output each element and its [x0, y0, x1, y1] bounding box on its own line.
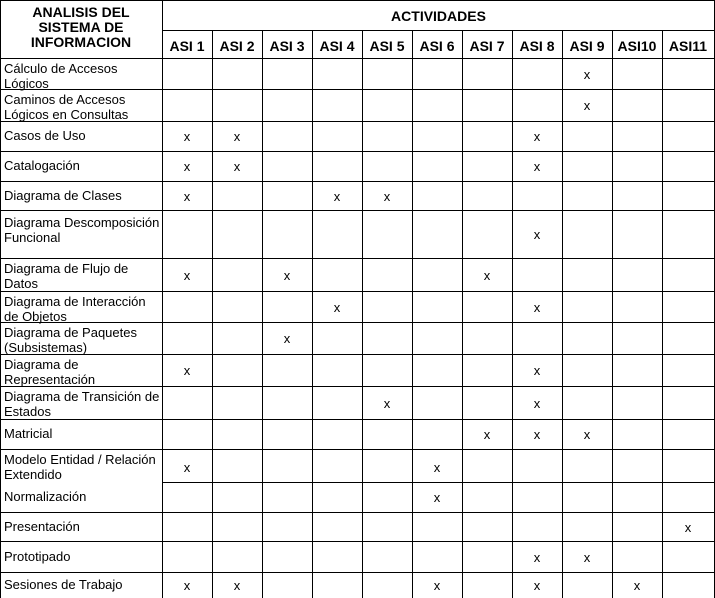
activity-mark: x: [383, 189, 391, 204]
activity-mark: x: [183, 159, 191, 174]
row-label: Caminos de Accesos Lógicos en Consultas: [4, 92, 129, 122]
col-divider: [162, 0, 163, 598]
column-header: ASI 4: [319, 38, 355, 54]
activity-mark: x: [533, 129, 541, 144]
row-label: Diagrama de Paquetes (Subsistemas): [4, 325, 137, 355]
activity-mark: x: [533, 159, 541, 174]
row-label: Catalogación: [4, 158, 80, 173]
activity-mark: x: [283, 331, 291, 346]
activity-mark: x: [533, 427, 541, 442]
activity-mark: x: [333, 300, 341, 315]
row-label: Diagrama Descomposición Funcional: [4, 215, 160, 245]
row-label: Modelo Entidad / Relación Extendido: [4, 452, 156, 482]
activity-mark: x: [183, 189, 191, 204]
row-label: Prototipado: [4, 549, 71, 564]
header-divider: [162, 30, 715, 31]
row-label: Normalización: [4, 489, 87, 504]
row-divider: [0, 291, 715, 292]
header-activities: ACTIVIDADES: [391, 8, 486, 24]
activity-mark: x: [183, 268, 191, 283]
col-divider: [562, 30, 563, 598]
row-label: Diagrama de Flujo de Datos: [4, 261, 129, 291]
activity-mark: x: [533, 578, 541, 593]
column-header: ASI 7: [469, 38, 505, 54]
row-label: Matricial: [4, 426, 53, 441]
row-divider: [0, 512, 715, 513]
row-label: Diagrama de Interacción de Objetos: [4, 294, 146, 324]
row-divider: [162, 482, 715, 483]
row-divider: [0, 151, 715, 152]
col-divider: [262, 30, 263, 598]
activity-mark: x: [233, 129, 241, 144]
activity-mark: x: [533, 396, 541, 411]
row-divider: [0, 572, 715, 573]
row-label: Diagrama de Transición de Estados: [4, 389, 160, 419]
header-title-line1: ANALISIS DEL: [32, 4, 130, 20]
activity-mark: x: [533, 550, 541, 565]
activity-mark: x: [183, 578, 191, 593]
activity-mark: x: [183, 129, 191, 144]
activity-mark: x: [583, 550, 591, 565]
activity-mark: x: [233, 159, 241, 174]
activity-mark: x: [583, 67, 591, 82]
row-divider: [0, 541, 715, 542]
column-header: ASI 3: [269, 38, 305, 54]
activity-mark: x: [383, 396, 391, 411]
col-divider: [362, 30, 363, 598]
header-title: [0, 5, 162, 50]
activity-mark: x: [483, 268, 491, 283]
row-divider: [0, 181, 715, 182]
activity-mark: x: [684, 520, 692, 535]
column-header: ASI 9: [569, 38, 605, 54]
column-header: ASI 8: [519, 38, 555, 54]
row-label: Diagrama de Clases: [4, 188, 122, 203]
activity-mark: x: [633, 578, 641, 593]
border-top: [0, 0, 715, 1]
activity-mark: x: [433, 490, 441, 505]
row-label: Presentación: [4, 519, 80, 534]
col-divider: [212, 30, 213, 598]
row-divider: [0, 258, 715, 259]
col-divider: [612, 30, 613, 598]
row-divider: [0, 449, 715, 450]
col-divider: [462, 30, 463, 598]
column-header: ASI 2: [219, 38, 255, 54]
activity-mark: x: [433, 578, 441, 593]
col-divider: [662, 30, 663, 598]
row-label: Diagrama de Representación: [4, 357, 96, 387]
activity-mark: x: [333, 189, 341, 204]
activity-mark: x: [533, 300, 541, 315]
header-title-line2: SISTEMA DE: [38, 19, 124, 35]
header-title-line3: INFORMACION: [30, 34, 132, 50]
activity-mark: x: [483, 427, 491, 442]
row-divider: [0, 419, 715, 420]
column-header: ASI 1: [169, 38, 205, 54]
activity-mark: x: [433, 460, 441, 475]
activity-mark: x: [183, 460, 191, 475]
activity-mark: x: [283, 268, 291, 283]
row-label: Sesiones de Trabajo: [4, 577, 123, 592]
activity-mark: x: [533, 227, 541, 242]
activity-mark: x: [183, 363, 191, 378]
row-label: Cálculo de Accesos Lógicos: [4, 61, 118, 91]
activity-mark: x: [233, 578, 241, 593]
column-header: ASI 5: [369, 38, 405, 54]
col-divider: [412, 30, 413, 598]
activity-mark: x: [583, 98, 591, 113]
column-header: ASI10: [617, 38, 657, 54]
row-divider: [0, 210, 715, 211]
row-divider: [0, 58, 715, 59]
row-label: Casos de Uso: [4, 128, 86, 143]
activity-mark: x: [533, 363, 541, 378]
column-header: ASI 6: [419, 38, 455, 54]
activity-mark: x: [583, 427, 591, 442]
column-header: ASI11: [668, 38, 708, 54]
